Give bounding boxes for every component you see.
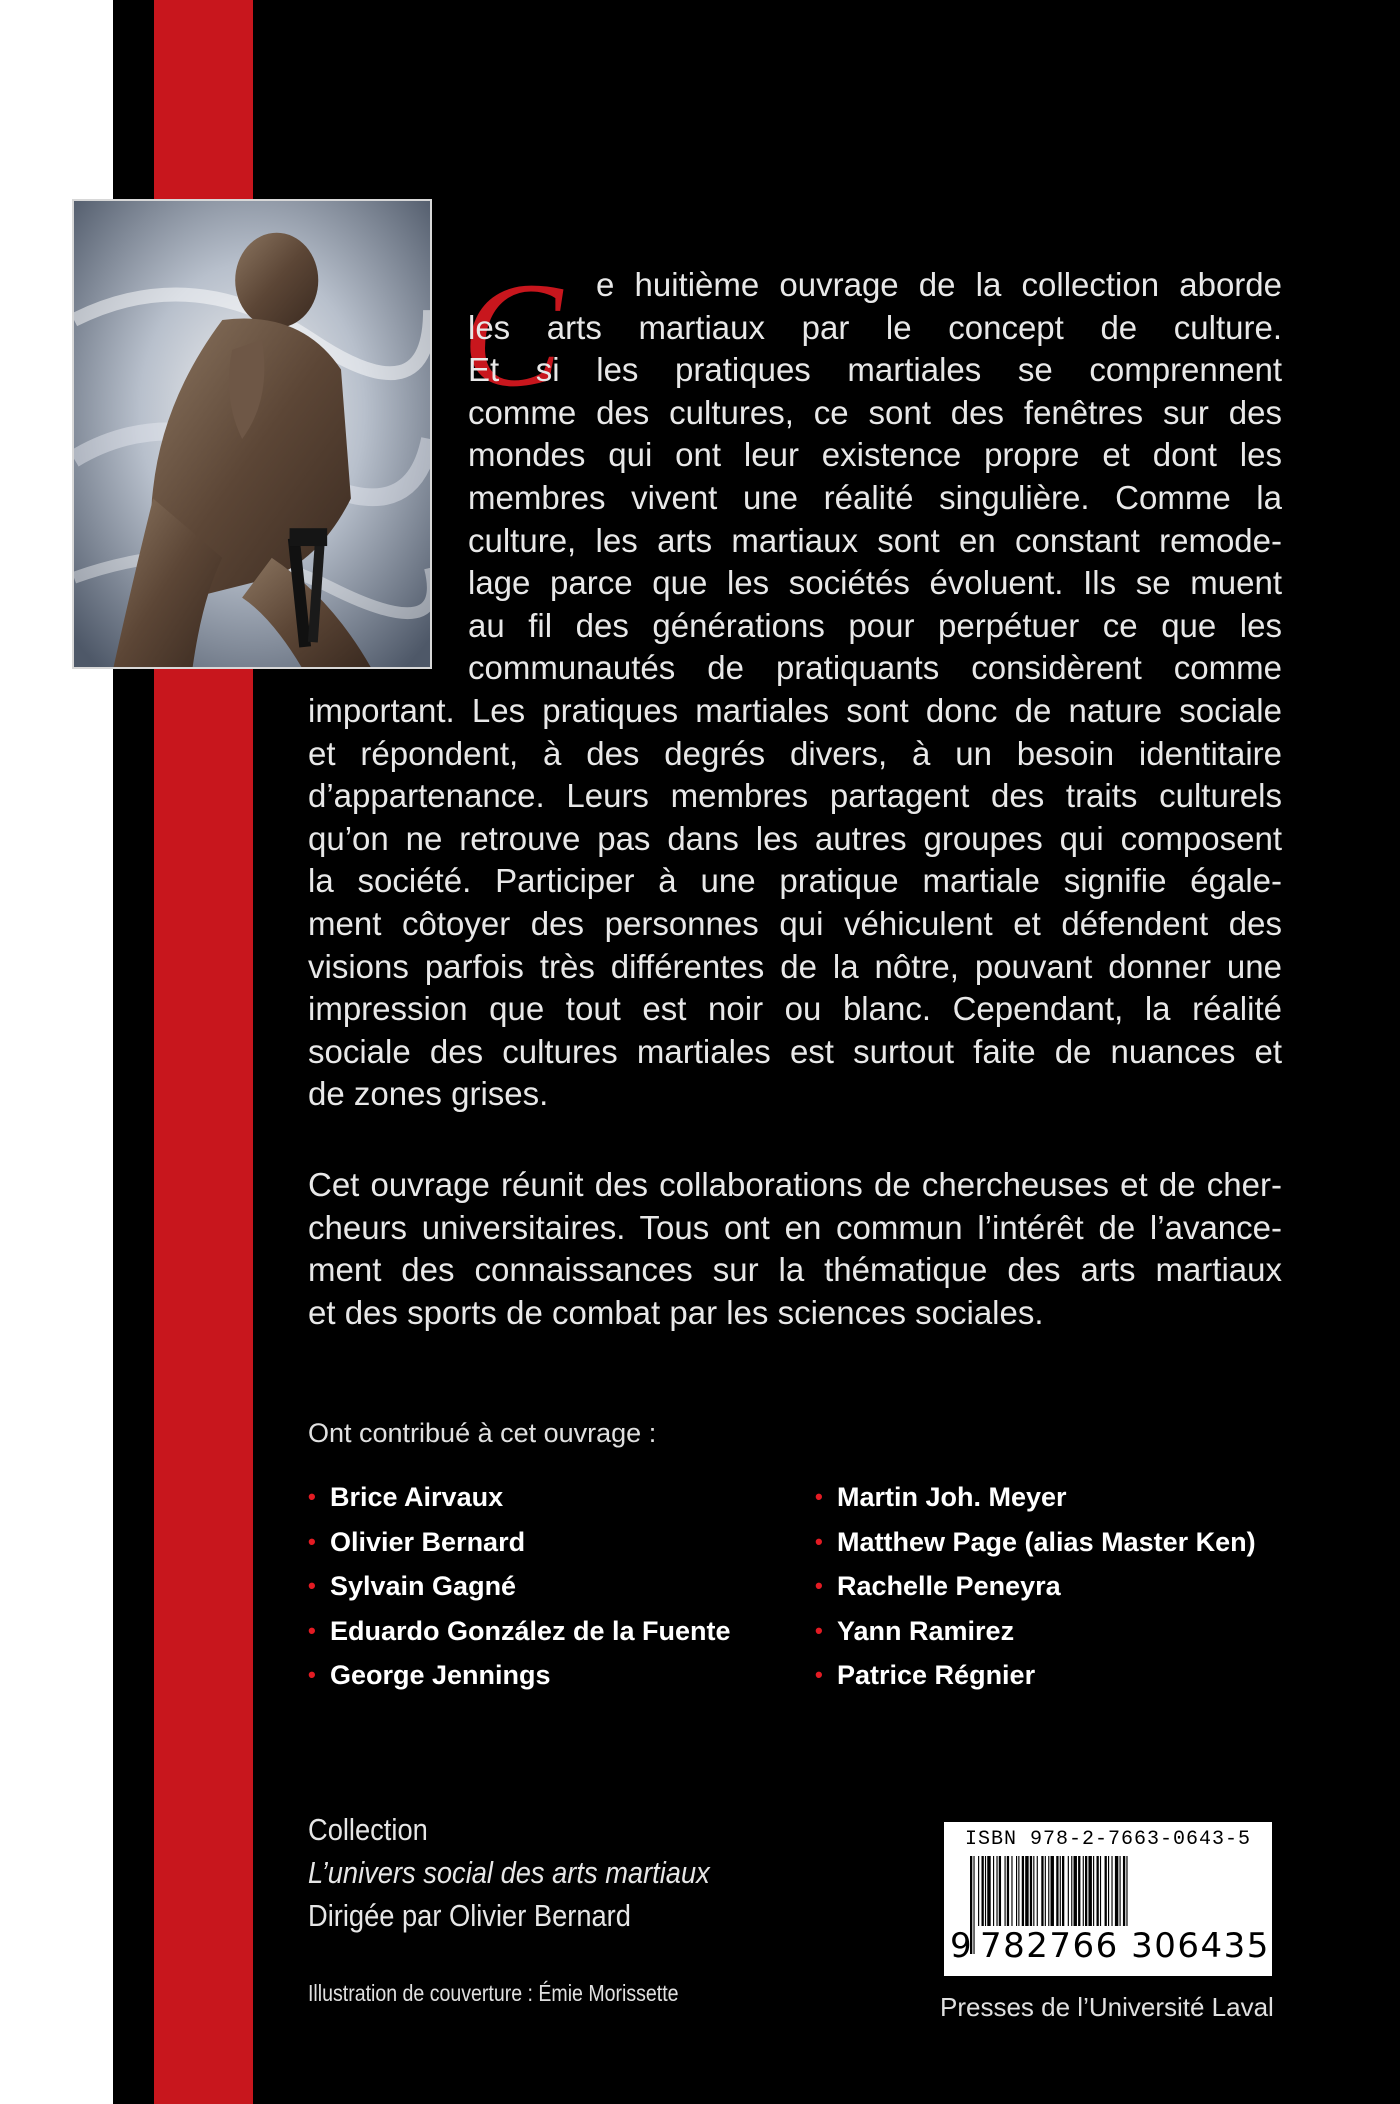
text-line: Et si les pratiques martiales se comprennent (468, 351, 1282, 389)
contributor-name: Yann Ramirez (837, 1615, 1015, 1646)
text-line: la société. Participer à une pratique martiale signifie égale- (308, 862, 1282, 900)
second-paragraph (308, 1164, 1282, 1334)
text-line: membres vivent une réalité singulière. Comme la (468, 478, 1282, 516)
body-paragraph (308, 690, 1282, 1116)
contributor-name: Patrice Régnier (837, 1660, 1036, 1690)
thinker-statue-image (74, 201, 430, 667)
collection-director: Dirigée par Olivier Bernard (308, 1898, 631, 1933)
bullet-icon: • (815, 1484, 823, 1509)
text-line: lage parce que les sociétés évoluent. Ils se muent (468, 564, 1282, 602)
text-line: ment côtoyer des personnes qui véhiculent et défendent des (308, 904, 1282, 942)
contributor-item (308, 1482, 731, 1527)
text-line: culture, les arts martiaux sont en constant remode- (468, 521, 1282, 559)
contributors-heading: Ont contribué à cet ouvrage : (308, 1418, 657, 1448)
contributor-name: George Jennings (330, 1660, 551, 1690)
text-line: et des sports de combat par les sciences sociales. (308, 1293, 1044, 1331)
isbn-barcode (944, 1822, 1272, 1976)
barcode-number: 782766 306435 (980, 1926, 1270, 1966)
bullet-icon: • (815, 1617, 823, 1643)
text-line: impression que tout est noir ou blanc. Cependant, la réalité (308, 990, 1282, 1028)
contributor-name: Eduardo González de la Fuente (330, 1615, 731, 1646)
text-line: de zones grises. (308, 1075, 549, 1113)
contributor-item (815, 1482, 1256, 1527)
contributor-name: Olivier Bernard (330, 1526, 526, 1557)
contributor-item (308, 1616, 731, 1661)
contributor-item (815, 1527, 1256, 1572)
text-line: et répondent, à des degrés divers, à un besoin identitaire (308, 734, 1282, 772)
text-line: e huitième ouvrage de la collection aborde (596, 266, 1282, 303)
text-line: au fil des générations pour perpétuer ce que les (468, 606, 1282, 644)
text-line: cheurs universitaires. Tous ont en commun l’intérêt de l’avance- (308, 1208, 1282, 1246)
text-line: ment des connaissances sur la thématique des arts martiaux (308, 1251, 1282, 1289)
bullet-icon: • (308, 1617, 316, 1643)
text-line: les arts martiaux par le concept de culture. (468, 308, 1282, 346)
bullet-icon: • (815, 1528, 823, 1554)
contributor-name: Matthew Page (alias Master Ken) (837, 1526, 1256, 1557)
contributor-item (815, 1616, 1256, 1661)
text-line: comme des cultures, ce sont des fenêtres sur des (468, 393, 1282, 431)
bullet-icon: • (308, 1484, 316, 1509)
intro-paragraph (468, 264, 1282, 690)
collection-info (308, 1808, 710, 1937)
text-line: d’appartenance. Leurs membres partagent des traits culturels (308, 777, 1282, 815)
text-line: sociale des cultures martiales est surtout faite de nuances et (308, 1032, 1282, 1070)
isbn-label: ISBN 978-2-7663-0643-5 (964, 1828, 1252, 1851)
barcode-first-digit: 9 (950, 1926, 972, 1966)
illustration-credit: Illustration de couverture : Émie Morissette (308, 1980, 679, 2006)
contributor-name: Rachelle Peneyra (837, 1571, 1061, 1601)
collection-series-title: L’univers social des arts martiaux (308, 1855, 710, 1890)
publisher-name: Presses de l’Université Laval (940, 1992, 1274, 2022)
contributor-item (815, 1571, 1256, 1616)
barcode-bar (973, 1856, 974, 1954)
contributor-item (308, 1527, 731, 1572)
contributor-name: Brice Airvaux (330, 1482, 504, 1512)
bullet-icon: • (308, 1528, 316, 1554)
bullet-icon: • (815, 1662, 823, 1687)
bullet-icon: • (308, 1573, 316, 1598)
contributors-list-left (308, 1482, 731, 1705)
text-line: qu’on ne retrouve pas dans les autres groupes qui composent (308, 819, 1282, 857)
collection-label: Collection (308, 1812, 428, 1847)
contributors-list-right (815, 1482, 1256, 1705)
text-line: Cet ouvrage réunit des collaborations de chercheuses et de cher- (308, 1166, 1282, 1203)
contributor-name: Martin Joh. Meyer (837, 1482, 1067, 1512)
bullet-icon: • (308, 1662, 316, 1687)
contributor-name: Sylvain Gagné (330, 1571, 517, 1601)
text-line: visions parfois très différentes de la nôtre, pouvant donner une (308, 947, 1282, 985)
cover-illustration (72, 199, 432, 669)
drop-cap-letter: C (462, 252, 563, 418)
text-line: communautés de pratiquants considèrent comme (468, 649, 1282, 687)
bullet-icon: • (815, 1573, 823, 1598)
text-line: important. Les pratiques martiales sont donc de nature sociale (308, 692, 1282, 729)
text-line: mondes qui ont leur existence propre et dont les (468, 436, 1282, 474)
contributor-item (308, 1571, 731, 1616)
contributor-item (815, 1660, 1256, 1705)
contributor-item (308, 1660, 731, 1705)
